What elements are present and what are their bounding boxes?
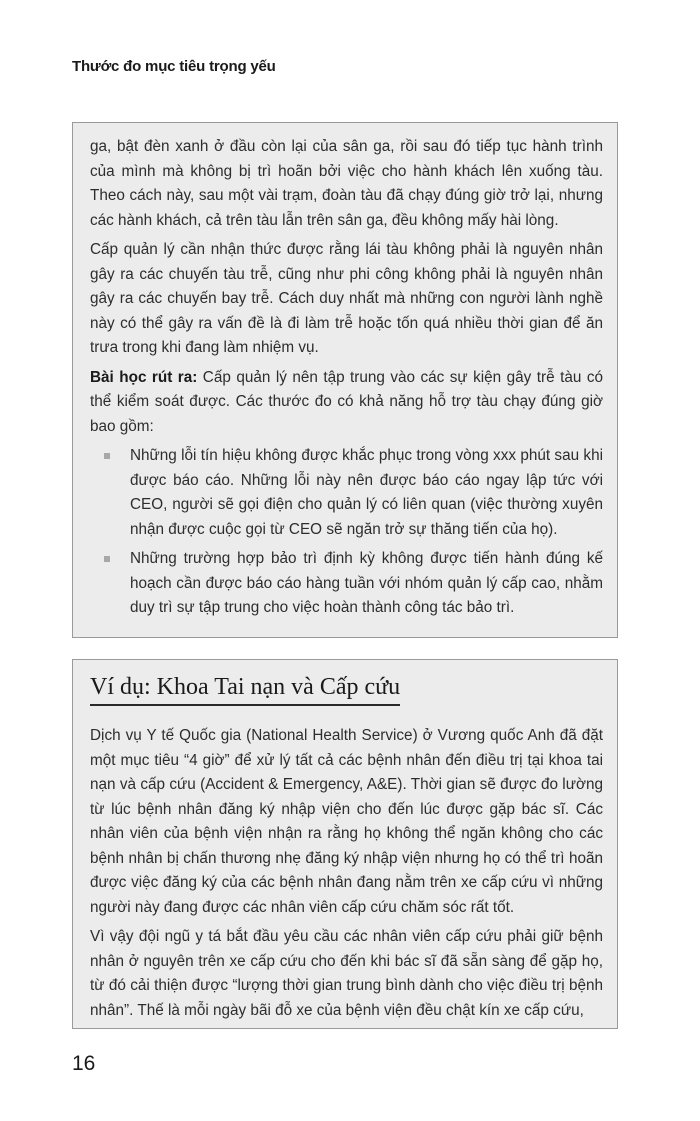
paragraph: Dịch vụ Y tế Quốc gia (National Health Service) ở Vương quốc Anh đã đặt một mục tiêu “4 giờ” để xử lý tất cả các bệnh nhân đến điều trị tại khoa tai nạn và cấp cứu (Accident & Emergency, A&E). Thời gian sẽ được đo lường từ lúc bệnh nhân đăng ký nhập viện cho đến lúc được gặp bác sĩ. Các nhân viên của bệnh viện nhận ra rằng họ không thể ngăn không cho các bệnh nhân bị chấn thương nhẹ đăng ký nhập viện nhưng họ có thể trì hoãn được việc đăng ký của các bệnh nhân đang nằm trên xe cấp cứu vì những người này đang được các nhân viên cấp cứu chăm sóc rất tốt. <box>90 727 603 916</box>
list-item-text: Những trường hợp bảo trì định kỳ không được tiến hành đúng kế hoạch cần được báo cáo hàng tuần với nhóm quản lý cấp cao, nhằm duy trì sự tập trung cho việc hoàn thành công tác bảo trì. <box>130 550 603 616</box>
page-number: 16 <box>72 1052 96 1075</box>
lesson-paragraph <box>90 366 603 440</box>
list-item <box>90 547 603 621</box>
lesson-text: Cấp quản lý nên tập trung vào các sự kiện gây trễ tàu có thể kiểm soát được. Các thước đo có khả năng hỗ trợ tàu chạy đúng giờ bao gồm: <box>90 368 603 435</box>
square-bullet-icon <box>104 453 110 459</box>
bullet-list <box>90 444 603 621</box>
example-box-emergency <box>72 659 618 1029</box>
square-bullet-icon <box>104 556 110 562</box>
paragraph: Vì vậy đội ngũ y tá bắt đầu yêu cầu các nhân viên cấp cứu phải giữ bệnh nhân ở nguyên trên xe cấp cứu cho đến khi bác sĩ đã sẵn sàng để gặp họ, từ đó cải thiện được “lượng thời gian trung bình dành cho việc điều trị bệnh nhân”. Thế là mỗi ngày bãi đỗ xe của bệnh viện đều chật kín xe cấp cứu, <box>90 928 603 1019</box>
lesson-label: Bài học rút ra: <box>90 368 198 386</box>
example-title: Ví dụ: Khoa Tai nạn và Cấp cứu <box>90 674 400 706</box>
running-header-title: Thước đo mục tiêu trọng yếu <box>72 58 276 75</box>
paragraph: Cấp quản lý cần nhận thức được rằng lái tàu không phải là nguyên nhân gây ra các chuyến tàu trễ, cũng như phi công không phải là nguyên nhân gây ra các chuyến bay trễ. Cách duy nhất mà những con người lành nghề này có thể gây ra vấn đề là đi làm trễ hoặc tốn quá nhiều thời gian để ăn trưa trong khi đang làm nhiệm vụ. <box>90 241 603 356</box>
list-item <box>90 444 603 542</box>
sidebar-box-train <box>72 122 618 638</box>
paragraph: ga, bật đèn xanh ở đầu còn lại của sân ga, rồi sau đó tiếp tục hành trình của mình mà không bị trì hoãn bởi việc cho hành khách lên xuống tàu. Theo cách này, sau một vài trạm, đoàn tàu đã chạy đúng giờ trở lại, nhưng các hành khách, cả trên tàu lẫn trên sân ga, đều không mấy hài lòng. <box>90 138 603 229</box>
list-item-text: Những lỗi tín hiệu không được khắc phục trong vòng xxx phút sau khi được báo cáo. Những lỗi này nên được báo cáo ngay lập tức với CEO, người sẽ gọi điện cho quản lý có liên quan (việc thường xuyên nhận được cuộc gọi từ CEO sẽ ngăn trở sự thăng tiến của họ). <box>130 447 603 538</box>
